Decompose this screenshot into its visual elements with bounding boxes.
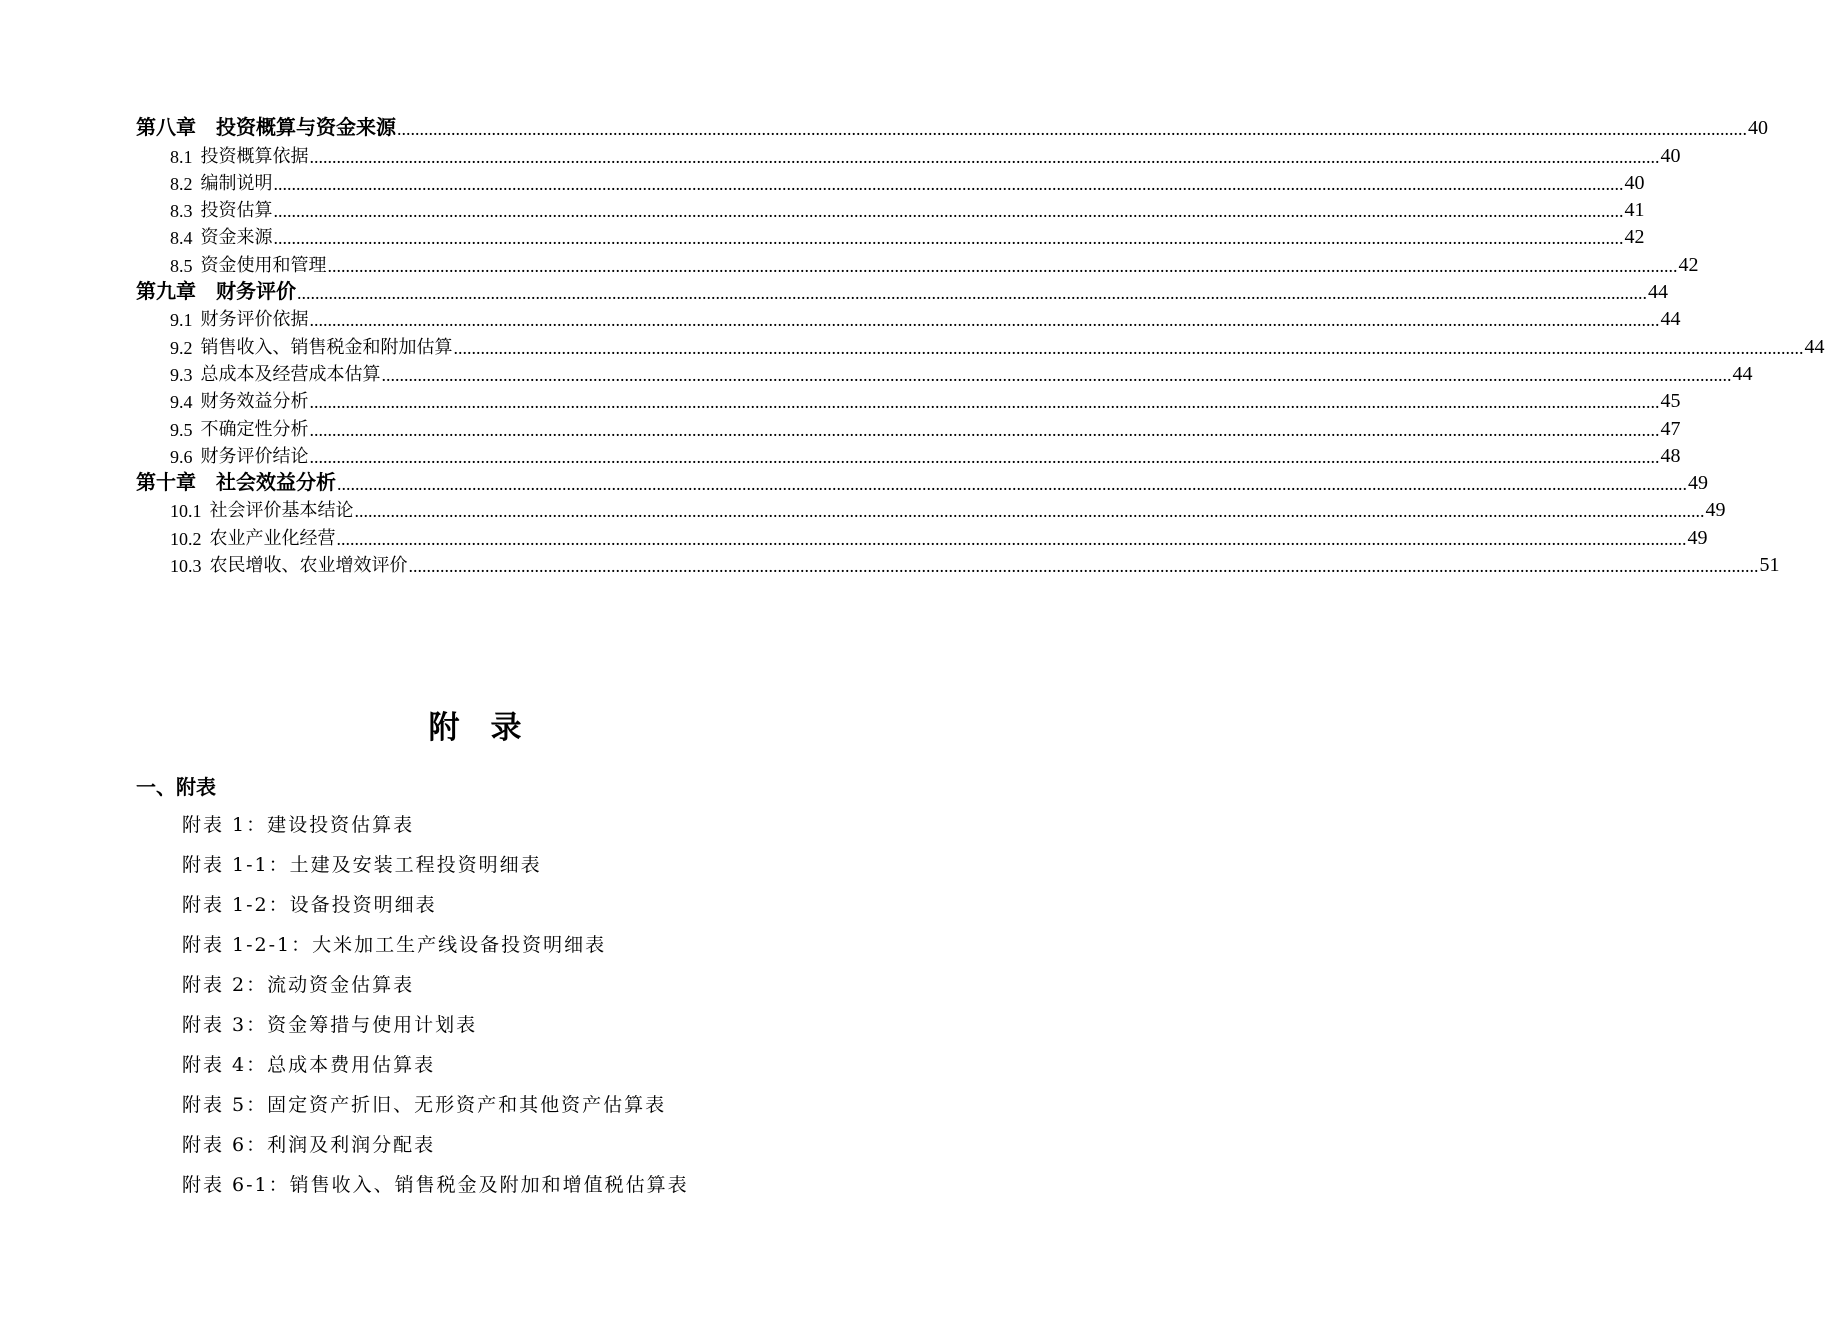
toc-entry-number: 9.3	[170, 364, 193, 385]
toc-entry-label: 第十章 社会效益分析	[136, 470, 336, 495]
toc-dot-leader: ............................................................................................................................................................................................................................................................................................................	[309, 310, 1660, 331]
appendix-table-item: 附表 1-1：土建及安装工程投资明细表	[182, 854, 542, 876]
toc-entry-number: 9.6	[170, 446, 193, 467]
toc-entry-label: 社会评价基本结论	[209, 500, 354, 522]
appendix-table-item: 附表 2：流动资金估算表	[182, 974, 415, 996]
toc-section-entry[interactable]	[170, 168, 1645, 195]
toc-entry-label: 财务效益分析	[200, 391, 309, 413]
toc-entry-label: 不确定性分析	[200, 418, 309, 440]
toc-entry-label: 财务评价依据	[200, 309, 309, 331]
toc-page-number: 49	[1688, 472, 1708, 495]
appendix-table-item: 附表 3：资金筹措与使用计划表	[182, 1014, 478, 1036]
toc-section-entry[interactable]	[170, 249, 1699, 276]
appendix-table-item: 附表 4：总成本费用估算表	[182, 1054, 436, 1076]
toc-page-number: 40	[1748, 117, 1768, 140]
table-of-contents	[0, 113, 1825, 577]
toc-section-entry[interactable]	[170, 495, 1726, 522]
toc-entry-label: 总成本及经营成本估算	[200, 363, 381, 385]
toc-entry-number: 8.3	[170, 201, 193, 222]
appendix-title-text: 附 录	[428, 710, 522, 746]
toc-entry-label: 投资估算	[200, 200, 273, 222]
appendix-table-item: 附表 5：固定资产折旧、无形资产和其他资产估算表	[182, 1094, 667, 1116]
toc-page-number: 44	[1660, 308, 1681, 331]
toc-page-number: 40	[1660, 144, 1681, 167]
toc-dot-leader: ............................................................................................................................................................................................................................................................................................................	[354, 501, 1705, 522]
toc-page-number: 49	[1687, 526, 1708, 549]
toc-entry-number: 10.3	[170, 556, 202, 577]
appendix-table-item: 附表 1：建设投资估算表	[182, 814, 415, 836]
toc-dot-leader: ............................................................................................................................................................................................................................................................................................................	[273, 228, 1624, 249]
toc-page-number: 42	[1678, 253, 1699, 276]
toc-page-number: 45	[1660, 390, 1681, 413]
toc-dot-leader: ............................................................................................................................................................................................................................................................................................................	[309, 392, 1660, 413]
toc-entry-number: 10.1	[170, 501, 202, 522]
toc-entry-number: 8.4	[170, 228, 193, 249]
appendix-table-item: 附表 1-2：设备投资明细表	[182, 894, 437, 916]
toc-entry-label: 投资概算依据	[200, 145, 309, 167]
toc-dot-leader: ............................................................................................................................................................................................................................................................................................................	[273, 201, 1624, 222]
toc-section-entry[interactable]	[170, 140, 1681, 167]
toc-entry-label: 编制说明	[200, 172, 273, 194]
toc-entry-label: 农民增收、农业增效评价	[209, 555, 408, 577]
toc-entry-label: 资金使用和管理	[200, 254, 327, 276]
toc-entry-number: 8.5	[170, 255, 193, 276]
toc-entry-number: 9.4	[170, 392, 193, 413]
toc-chapter-entry[interactable]	[136, 277, 1668, 304]
toc-entry-number: 10.2	[170, 528, 202, 549]
appendix-table-item: 附表 6-1：销售收入、销售税金及附加和增值税估算表	[182, 1174, 689, 1196]
toc-entry-number: 9.1	[170, 310, 193, 331]
toc-section-entry[interactable]	[170, 304, 1681, 331]
toc-section-entry[interactable]	[170, 386, 1681, 413]
toc-entry-number: 8.2	[170, 173, 193, 194]
toc-chapter-entry[interactable]	[136, 113, 1768, 140]
toc-dot-leader: ............................................................................................................................................................................................................................................................................................................	[408, 556, 1759, 577]
toc-page-number: 44	[1732, 362, 1753, 385]
toc-dot-leader: ............................................................................................................................................................................................................................................................................................................	[309, 446, 1660, 467]
toc-dot-leader: ............................................................................................................................................................................................................................................................................................................	[273, 173, 1624, 194]
toc-page-number: 42	[1624, 226, 1645, 249]
toc-dot-leader: ............................................................................................................................................................................................................................................................................................................	[327, 255, 1678, 276]
toc-page-number: 44	[1804, 335, 1825, 358]
toc-page-number: 47	[1660, 417, 1681, 440]
toc-section-entry[interactable]	[170, 222, 1645, 249]
toc-dot-leader: ............................................................................................................................................................................................................................................................................................................	[309, 146, 1660, 167]
toc-section-entry[interactable]	[170, 413, 1681, 440]
toc-page-number: 49	[1705, 499, 1726, 522]
toc-entry-label: 销售收入、销售税金和附加估算	[200, 336, 453, 358]
toc-dot-leader: ............................................................................................................................................................................................................................................................................................................	[397, 119, 1747, 140]
toc-section-entry[interactable]	[170, 359, 1753, 386]
toc-entry-label: 第九章 财务评价	[136, 279, 296, 304]
appendix-table-item: 附表 6：利润及利润分配表	[182, 1134, 436, 1156]
toc-entry-number: 9.2	[170, 337, 193, 358]
toc-section-entry[interactable]	[170, 522, 1708, 549]
toc-entry-label: 财务评价结论	[200, 445, 309, 467]
toc-dot-leader: ............................................................................................................................................................................................................................................................................................................	[337, 474, 1687, 495]
toc-page-number: 44	[1648, 281, 1668, 304]
toc-page-number: 51	[1759, 554, 1780, 577]
toc-section-entry[interactable]	[170, 550, 1780, 577]
appendix-table-list	[182, 810, 689, 1210]
toc-page-number: 40	[1624, 171, 1645, 194]
toc-entry-number: 8.1	[170, 146, 193, 167]
toc-entry-label: 资金来源	[200, 227, 273, 249]
toc-section-entry[interactable]	[170, 441, 1681, 468]
appendix-title	[0, 702, 950, 747]
toc-section-entry[interactable]	[170, 195, 1645, 222]
toc-dot-leader: ............................................................................................................................................................................................................................................................................................................	[336, 528, 1687, 549]
toc-page-number: 41	[1624, 199, 1645, 222]
toc-section-entry[interactable]	[170, 331, 1825, 358]
toc-page-number: 48	[1660, 444, 1681, 467]
toc-dot-leader: ............................................................................................................................................................................................................................................................................................................	[297, 283, 1647, 304]
toc-chapter-entry[interactable]	[136, 468, 1708, 495]
toc-dot-leader: ............................................................................................................................................................................................................................................................................................................	[381, 364, 1732, 385]
appendix-table-item: 附表 1-2-1：大米加工生产线设备投资明细表	[182, 934, 607, 956]
toc-entry-label: 农业产业化经营	[209, 527, 336, 549]
toc-entry-number: 9.5	[170, 419, 193, 440]
appendix-section-heading: 一、附表	[136, 775, 216, 799]
toc-dot-leader: ............................................................................................................................................................................................................................................................................................................	[309, 419, 1660, 440]
toc-entry-label: 第八章 投资概算与资金来源	[136, 115, 396, 140]
toc-dot-leader: ............................................................................................................................................................................................................................................................................................................	[453, 337, 1804, 358]
